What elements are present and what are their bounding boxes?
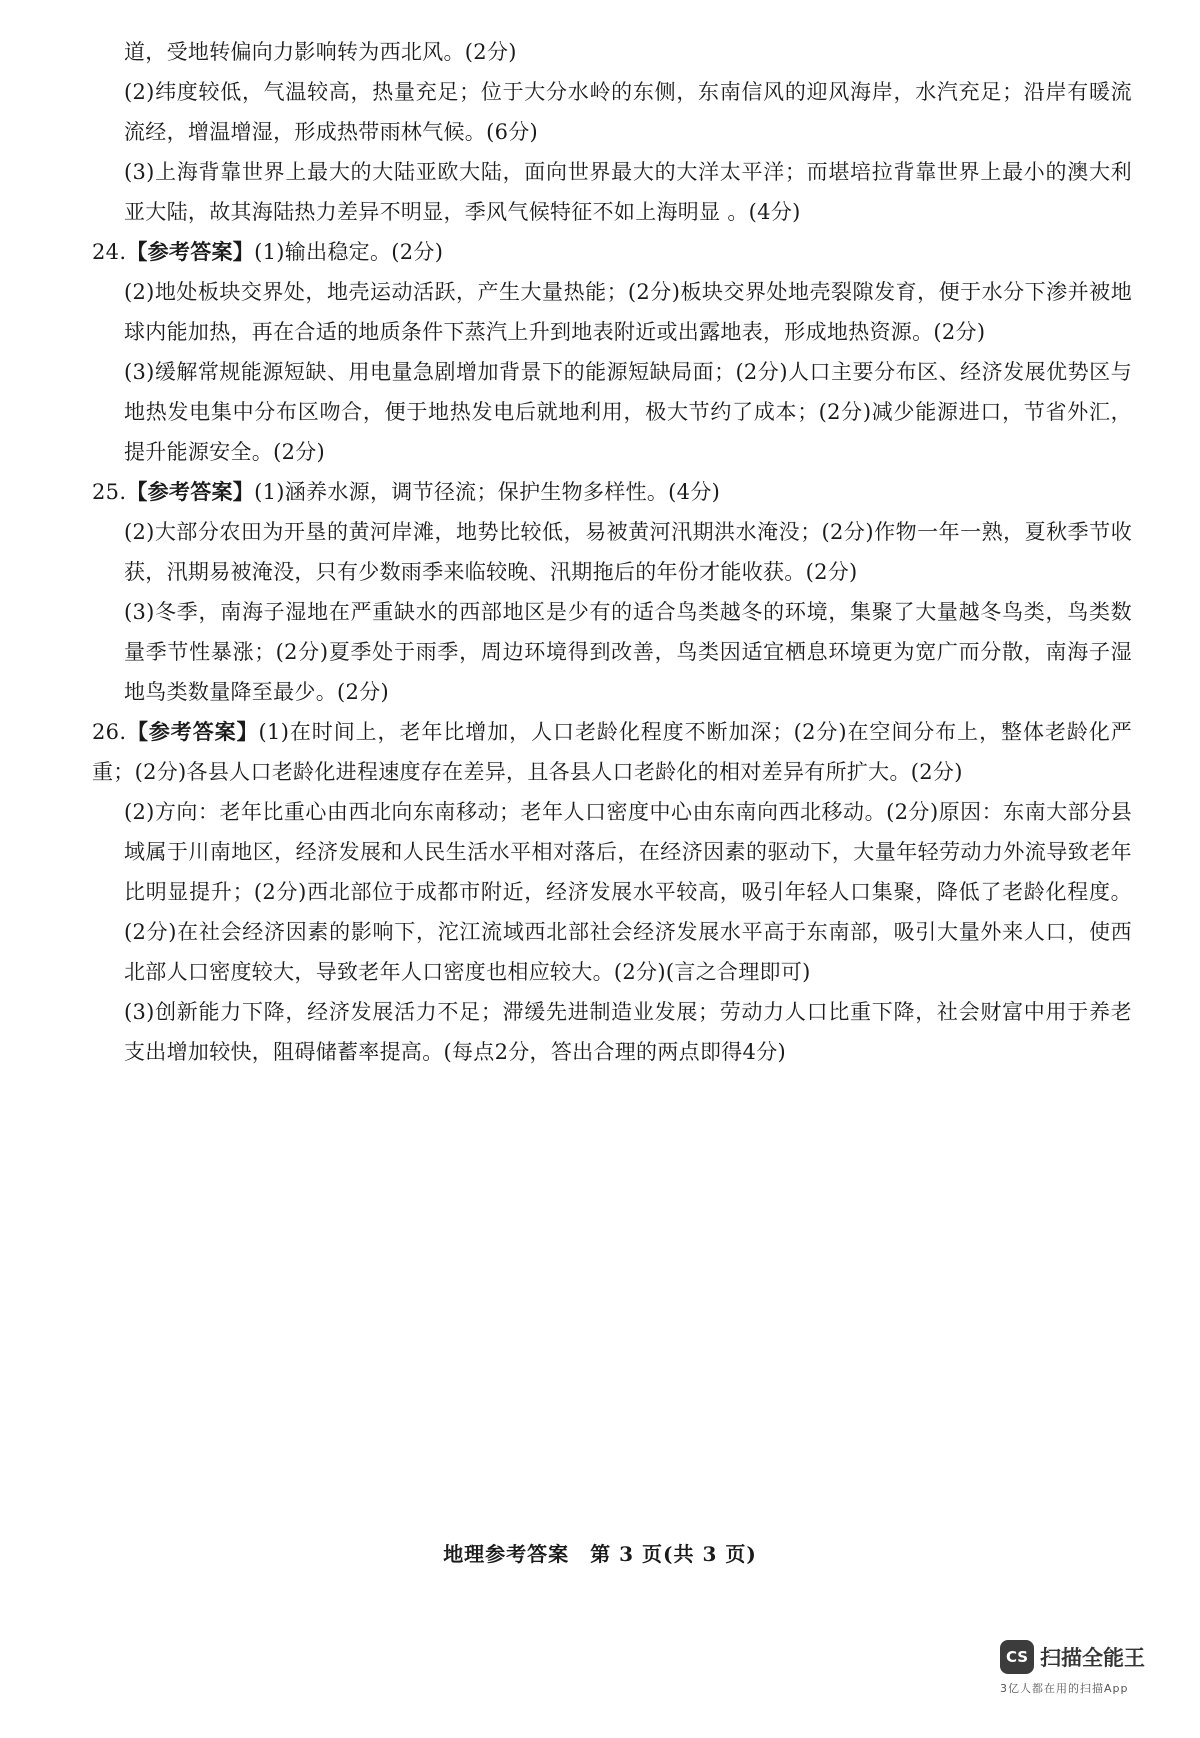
watermark-subtitle: 3亿人都在用的扫描App [1000,1682,1129,1695]
page-footer: 地理参考答案 第 3 页(共 3 页) [443,1542,757,1566]
q26-number: 26. [92,720,127,744]
q26-first-line [92,712,1132,792]
q26-part-3: (3)创新能力下降，经济发展活力不足；滞缓先进制造业发展；劳动力人口比重下降，社会财富中用于养老支出增加较快，阻碍储蓄率提高。(每点2分，答出合理的两点即得4分) [124,1000,1132,1064]
q26-part-2: (2)方向：老年比重心由西北向东南移动；老年人口密度中心由东南向西北移动。(2分)原因：东南大部分县域属于川南地区，经济发展和人民生活水平相对落后，在经济因素的驱动下，大量年轻劳动力外流导致老年比明显提升；(2分)西北部位于成都市附近，经济发展水平较高，吸引年轻人口集聚，降低了老龄化程度。(2分)在社会经济因素的影响下，沱江流域西北部社会经济发展水平高于东南部，吸引大量外来人口，使西北部人口密度较大，导致老年人口密度也相应较大。(2分)(言之合理即可) [124,800,1132,984]
watermark-title: 扫描全能王 [1040,1646,1145,1670]
q25-part-1: (1)涵养水源，调节径流；保护生物多样性。(4分) [254,480,721,504]
continuation-line: 道，受地转偏向力影响转为西北风。(2分) [124,40,517,64]
q25-part-2: (2)大部分农田为开垦的黄河岸滩，地势比较低，易被黄河汛期洪水淹没；(2分)作物一年一熟，夏秋季节收获，汛期易被淹没，只有少数雨季来临较晚、汛期拖后的年份才能收获。(2分) [124,520,1132,584]
q25-number: 25. [92,480,127,504]
q25-first-line [92,472,1132,512]
question-26 [92,712,1132,1072]
question-24 [92,232,1132,472]
q24-part-3: (3)缓解常规能源短缺、用电量急剧增加背景下的能源短缺局面；(2分)人口主要分布区、经济发展优势区与地热发电集中分布区吻合，便于地热发电后就地利用，极大节约了成本；(2分)减少能源进口，节省外汇，提升能源安全。(2分) [124,360,1132,464]
continuation-paragraph-3: (3)上海背靠世界上最大的大陆亚欧大陆，面向世界最大的大洋太平洋；而堪培拉背靠世界上最小的澳大利亚大陆，故其海陆热力差异不明显，季风气候特征不如上海明显 。(4分) [124,160,1132,224]
q25-answer-label: 【参考答案】 [126,479,255,504]
q26-part-1: (1)在时间上，老年比增加，人口老龄化程度不断加深；(2分)在空间分布上，整体老龄化严重；(2分)各县人口老龄化进程速度存在差异，且各县人口老龄化的相对差异有所扩大。(2分) [92,720,1132,784]
answer-content [92,32,1132,1072]
q24-first-line [92,232,1132,272]
q26-answer-label: 【参考答案】 [126,719,259,744]
question-25 [92,472,1132,712]
camscanner-logo-icon: CS [1000,1640,1034,1674]
continuation-paragraph-2: (2)纬度较低，气温较高，热量充足；位于大分水岭的东侧，东南信风的迎风海岸，水汽充足；沿岸有暖流流经，增温增湿，形成热带雨林气候。(6分) [124,80,1132,144]
q24-number: 24. [92,240,127,264]
scanner-watermark [1000,1640,1180,1710]
q25-part-3: (3)冬季，南海子湿地在严重缺水的西部地区是少有的适合鸟类越冬的环境，集聚了大量越冬鸟类，鸟类数量季节性暴涨；(2分)夏季处于雨季，周边环境得到改善，鸟类因适宜栖息环境更为宽广而分散，南海子湿地鸟类数量降至最少。(2分) [124,600,1132,704]
q24-part-1: (1)输出稳定。(2分) [254,240,444,264]
q24-part-2: (2)地处板块交界处，地壳运动活跃，产生大量热能；(2分)板块交界处地壳裂隙发育，便于水分下渗并被地球内能加热，再在合适的地质条件下蒸汽上升到地表附近或出露地表，形成地热资源。(2分) [124,280,1132,344]
q24-answer-label: 【参考答案】 [126,239,255,264]
